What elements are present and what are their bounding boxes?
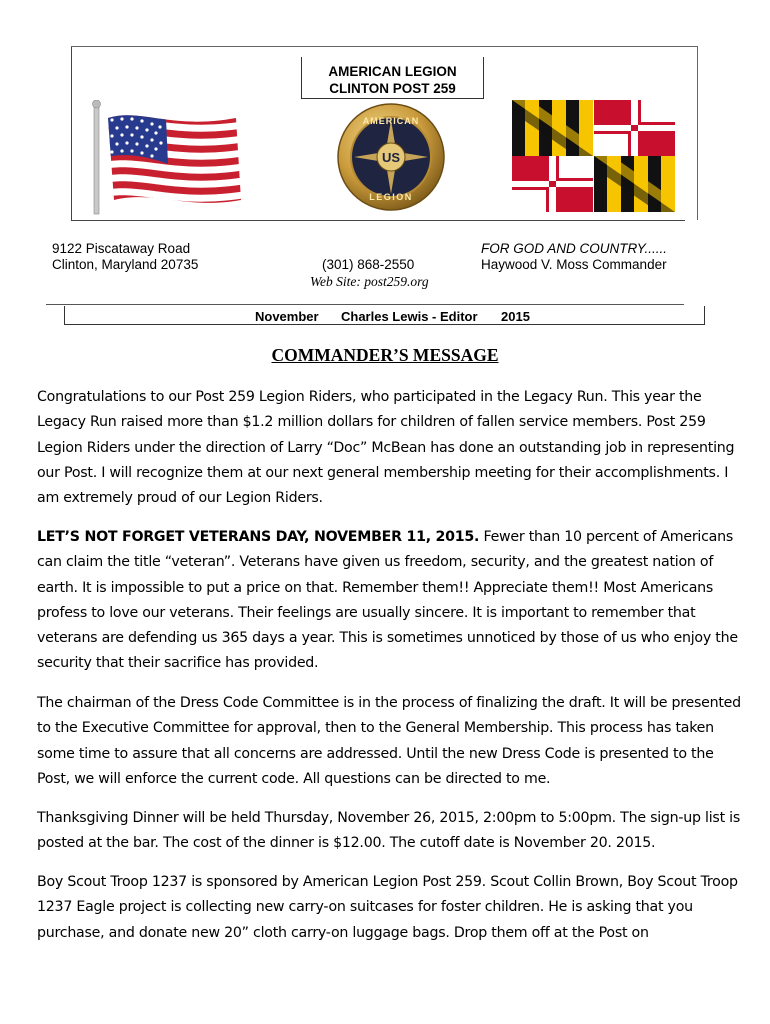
maryland-flag-icon xyxy=(512,100,675,212)
emblem-center-text: US xyxy=(381,150,401,165)
address-city: Clinton, Maryland 20735 xyxy=(52,257,199,272)
issue-month: November xyxy=(255,309,319,324)
section-title: COMMANDER’S MESSAGE xyxy=(271,345,499,365)
paragraph-dress-code: The chairman of the Dress Code Committee is in the process of finalizing the draft. It will be presented to the Executive Committee for approval, then to the General Membership. This process has taken some time to assure that all concerns are addressed. Until the new Dress Code is presented to the Post, we will enforce the current code. All questions can be directed to me. xyxy=(37,695,741,787)
header-frame-bottom xyxy=(71,220,685,221)
address-street: 9122 Piscataway Road xyxy=(52,241,191,256)
header-frame-top xyxy=(71,46,698,47)
phone-number: (301) 868-2550 xyxy=(322,257,415,272)
paragraph-veterans-day xyxy=(37,525,742,677)
us-flag-icon xyxy=(86,100,246,218)
separator-line xyxy=(46,304,684,305)
issue-year: 2015 xyxy=(501,309,530,324)
veterans-day-text: Fewer than 10 percent of Americans can claim the title “veteran”. Veterans have given us freedom, security, and the greatest nation of earth. It is impossible to put a price on that. Remember them!! Appreciate them!! Most Americans profess to love our veterans. Their feelings are usually sincere. It is important to remember that veterans are defending us 365 days a year. This is sometimes unnoticed by those of us who enjoy the security that their sacrifice has provided. xyxy=(37,529,738,672)
veterans-day-heading: LET’S NOT FORGET VETERANS DAY, NOVEMBER 11, 2015. xyxy=(37,529,480,545)
website: Web Site: post259.org xyxy=(310,274,429,289)
org-title-box xyxy=(301,57,484,99)
emblem-bottom-text: LEGION xyxy=(369,192,413,202)
paragraph-boy-scouts: Boy Scout Troop 1237 is sponsored by American Legion Post 259. Scout Collin Brown, Boy Scout Troop 1237 Eagle project is collecting new carry-on suitcases for foster children. He is asking that you purchase, and donate new 20” cloth carry-on luggage bags. Drop them off at the Post on xyxy=(37,874,738,941)
paragraph-legion-riders: Congratulations to our Post 259 Legion Riders, who participated in the Legacy Run. This year the Legacy Run raised more than $1.2 million dollars for children of fallen service members. Post 259 Legion Riders under the direction of Larry “Doc” McBean has done an outstanding job in representing our Post. I will recognize them at our next general membership meeting for their accomplishments. I am extremely proud of our Legion Riders. xyxy=(37,389,735,507)
motto: FOR GOD AND COUNTRY...... xyxy=(481,241,668,256)
paragraph-thanksgiving: Thanksgiving Dinner will be held Thursday, November 26, 2015, 2:00pm to 5:00pm. The sign-up list is posted at the bar. The cost of the dinner is $12.00. The cutoff date is November 20. 2015. xyxy=(37,810,740,852)
header-frame-left xyxy=(71,46,72,220)
american-legion-emblem-icon xyxy=(336,102,446,212)
post-name: CLINTON POST 259 xyxy=(329,81,456,96)
issue-editor: Charles Lewis - Editor xyxy=(341,309,478,324)
emblem-top-text: AMERICAN xyxy=(362,116,420,126)
org-name: AMERICAN LEGION xyxy=(328,64,457,79)
header-frame-right xyxy=(697,46,698,220)
commander-name: Haywood V. Moss Commander xyxy=(481,257,667,272)
